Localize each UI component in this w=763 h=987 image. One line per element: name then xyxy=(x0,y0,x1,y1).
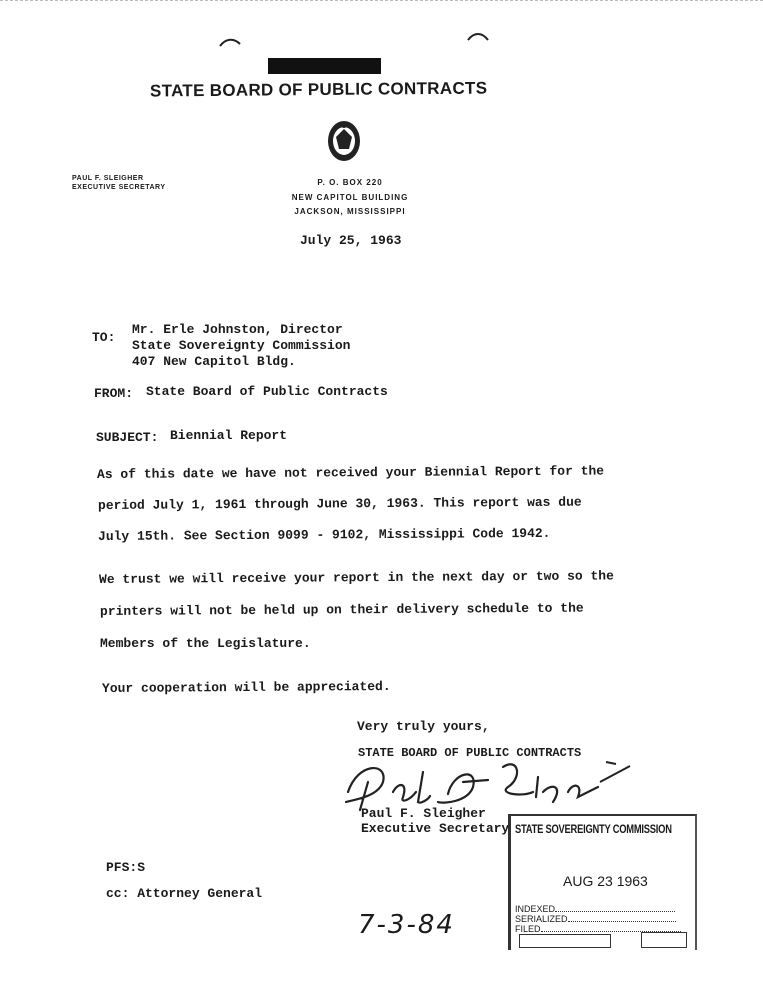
para1-line2: period July 1, 1961 through June 30, 1963. This report was due xyxy=(97,494,582,513)
to-line-2: State Sovereignty Commission xyxy=(132,338,351,353)
para3: Your cooperation will be appreciated. xyxy=(101,678,391,696)
scan-mark-icon xyxy=(218,36,242,50)
received-stamp xyxy=(508,814,697,950)
subject-value: Biennial Report xyxy=(170,428,288,443)
signer-title: Executive Secretary xyxy=(361,821,510,836)
stamp-field-serialized: SERIALIZED xyxy=(515,914,676,924)
valediction: Very truly yours, xyxy=(357,719,490,734)
stamp-field-filed: FILED xyxy=(515,924,681,934)
state-seal-icon xyxy=(326,117,362,163)
file-number: 7-3-84 xyxy=(358,910,455,940)
para2-line2: printers will not be held up on their delivery schedule to the xyxy=(99,600,584,619)
subject-label: SUBJECT: xyxy=(96,430,159,445)
person-name: PAUL F. SLEIGHER xyxy=(72,175,144,182)
closing-org: STATE BOARD OF PUBLIC CONTRACTS xyxy=(358,746,582,760)
para1-line3: July 15th. See Section 9099 - 9102, Mississippi Code 1942. xyxy=(97,525,551,544)
person-title: EXECUTIVE SECRETARY xyxy=(72,184,166,191)
initials: PFS:S xyxy=(106,860,146,875)
stamp-header: STATE SOVEREIGNTY COMMISSION xyxy=(515,822,672,836)
cc-line: cc: Attorney General xyxy=(106,886,263,901)
address-line-1: P. O. BOX 220 xyxy=(317,178,383,187)
para2-line1: We trust we will receive your report in the next day or two so the xyxy=(98,568,614,587)
address-line-2: NEW CAPITOL BUILDING xyxy=(291,193,409,202)
to-line-3: 407 New Capitol Bldg. xyxy=(132,354,296,369)
stamp-box-left xyxy=(519,934,611,948)
redacted-word: MISSISSIPPI xyxy=(268,58,381,74)
para1-line1: As of this date we have not received your Biennial Report for the xyxy=(96,463,605,482)
scan-mark-icon xyxy=(466,30,490,44)
to-label: TO: xyxy=(92,330,116,345)
para2-line3: Members of the Legislature. xyxy=(100,636,311,651)
from-value: State Board of Public Contracts xyxy=(146,384,388,399)
address-line-3: JACKSON, MISSISSIPPI xyxy=(294,207,406,216)
from-label: FROM: xyxy=(94,386,134,401)
stamp-date: AUG 23 1963 xyxy=(563,873,648,889)
stamp-box-right xyxy=(641,932,687,948)
scan-edge-top xyxy=(0,0,763,1)
to-line-1: Mr. Erle Johnston, Director xyxy=(132,322,343,337)
stamp-field-indexed: INDEXED xyxy=(515,904,675,914)
signer-name: Paul F. Sleigher xyxy=(361,806,486,821)
letter-date: July 25, 1963 xyxy=(300,233,402,248)
org-name: STATE BOARD OF PUBLIC CONTRACTS xyxy=(149,78,488,101)
